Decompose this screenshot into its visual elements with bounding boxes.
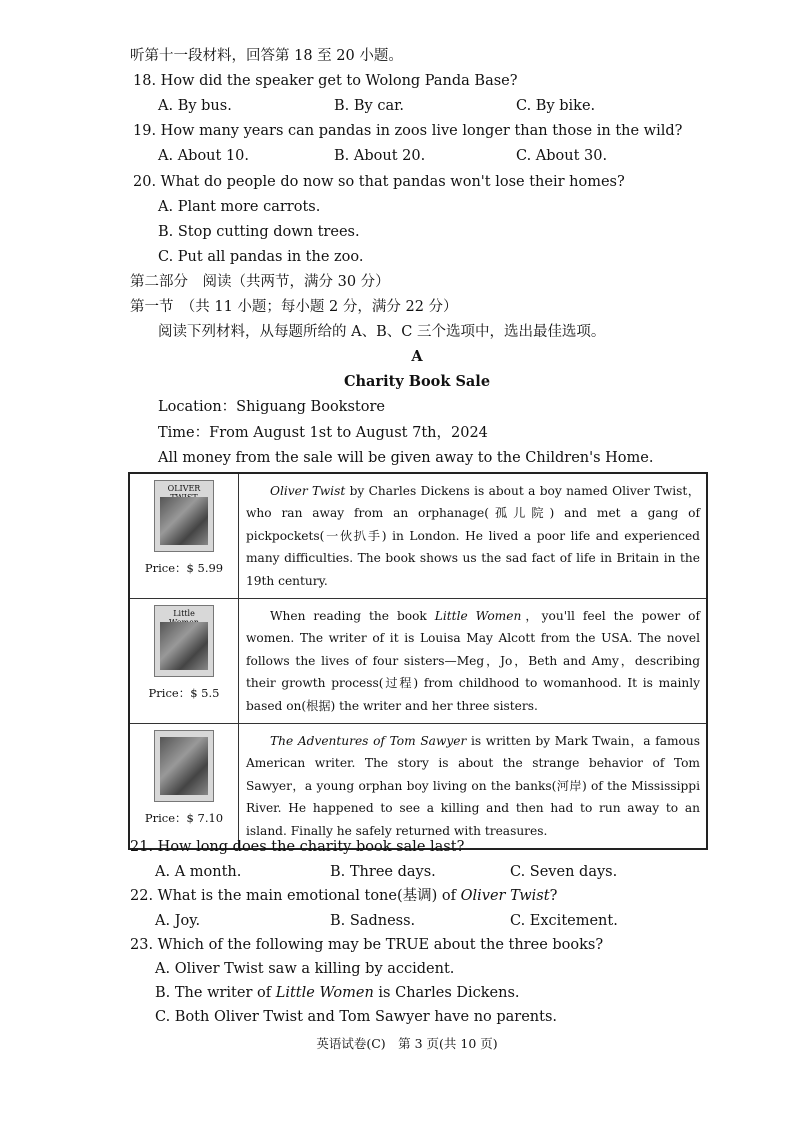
book-row-oliver-twist	[129, 473, 707, 599]
book-title: Little Women	[434, 609, 522, 624]
question-text: What do people do now so that pandas won't lose their homes?	[160, 174, 625, 190]
option-21a: A. A month.	[155, 864, 242, 880]
option-22c: C. Excitement.	[510, 913, 618, 929]
section-subtitle: 第一节 （共 11 小题；每小题 2 分，满分 22 分）	[130, 299, 458, 315]
question-number: 18.	[133, 73, 157, 89]
option-19a: A. About 10.	[158, 148, 250, 164]
option-21c: C. Seven days.	[510, 864, 618, 880]
question-text: How did the speaker get to Wolong Panda Base?	[160, 73, 518, 89]
option-18a: A. By bus.	[158, 98, 232, 114]
question-text: How many years can pandas in zoos live longer than those in the wild?	[160, 123, 683, 139]
option-19b: B. About 20.	[334, 148, 426, 164]
question-18	[133, 71, 518, 91]
question-20	[133, 172, 625, 192]
question-number: 22.	[130, 888, 154, 904]
cover-illustration	[160, 622, 208, 670]
sale-time: Time：From August 1st to August 7th，2024	[158, 425, 488, 441]
book-description: When reading the book Little Women，you'll feel the power of women. The writer of it is Louisa May Alcott from the USA. The novel follows the lives of four sisters—Meg，Jo，Beth and Amy，describing their growth process(过程) from childhood to womanhood. It is mainly based on(根据) the writer and her three sisters.	[239, 599, 708, 724]
book-price: Price：$ 7.10	[144, 811, 224, 826]
book-price: Price：$ 5.5	[148, 686, 220, 701]
part-title: 第二部分 阅读（共两节，满分 30 分）	[130, 274, 390, 290]
book-row-tom-sawyer	[129, 724, 707, 850]
book-cover-image	[154, 480, 214, 552]
question-number: 20.	[133, 174, 157, 190]
option-20b: B. Stop cutting down trees.	[158, 224, 360, 240]
question-number: 19.	[133, 123, 157, 139]
book-cover-image	[154, 605, 214, 677]
listening-instruction: 听第十一段材料，回答第 18 至 20 小题。	[130, 48, 403, 64]
book-title: The Adventures of Tom Sawyer	[270, 734, 467, 749]
cover-illustration	[160, 737, 208, 795]
question-23	[130, 935, 603, 955]
page-footer: 英语试卷(C) 第 3 页(共 10 页)	[316, 1036, 498, 1051]
option-18b: B. By car.	[334, 98, 405, 114]
sale-note: All money from the sale will be given away to the Children's Home.	[158, 450, 654, 466]
option-19c: C. About 30.	[516, 148, 608, 164]
book-description: The Adventures of Tom Sawyer is written by Mark Twain，a famous American writer. The story is about the strange behavior of Tom Sawyer，a young orphan boy living on the banks(河岸) of the Mississippi River. He happened to see a killing and then had to run away to an island. Finally he safely returned with treasures.	[239, 724, 708, 850]
book-table	[128, 472, 708, 850]
book-cover-cell	[129, 599, 239, 724]
option-21b: B. Three days.	[330, 864, 436, 880]
option-23b: B. The writer of Little Women is Charles Dickens.	[155, 985, 520, 1001]
question-text: How long does the charity book sale last?	[157, 839, 465, 855]
question-text: Which of the following may be TRUE about the three books?	[157, 937, 604, 953]
book-price: Price：$ 5.99	[144, 561, 224, 575]
book-title: Oliver Twist	[270, 484, 346, 498]
book-row-little-women	[129, 599, 707, 724]
book-cover-image	[154, 730, 214, 802]
question-21	[130, 837, 464, 857]
book-title: Little Women	[275, 985, 374, 1001]
cover-title: Little	[173, 609, 195, 619]
book-description: Oliver Twist by Charles Dickens is about a boy named Oliver Twist，who ran away from an orphanage(孤儿院) and met a gang of pickpockets(一伙扒手) in London. He lived a poor life and experienced many difficulties. The book shows us the sad fact of life in Britain in the 19th century.	[239, 473, 708, 599]
book-cover-cell	[129, 473, 239, 599]
question-19	[133, 121, 682, 141]
sale-title: Charity Book Sale	[343, 373, 491, 390]
option-20c: C. Put all pandas in the zoo.	[158, 249, 364, 265]
passage-letter: A	[411, 348, 423, 365]
sale-location: Location：Shiguang Bookstore	[158, 399, 385, 415]
book-cover-cell	[129, 724, 239, 850]
option-18c: C. By bike.	[516, 98, 596, 114]
option-20a: A. Plant more carrots.	[158, 199, 321, 215]
option-22a: A. Joy.	[155, 913, 201, 929]
question-number: 23.	[130, 937, 154, 953]
cover-illustration	[160, 497, 208, 545]
question-22: 22. What is the main emotional tone(基调) of Oliver Twist?	[130, 888, 558, 904]
section-instruction: 阅读下列材料，从每题所给的 A、B、C 三个选项中，选出最佳选项。	[158, 324, 606, 340]
option-23a: A. Oliver Twist saw a killing by accident.	[155, 961, 455, 977]
cover-title: OLIVER	[167, 484, 201, 493]
option-23c: C. Both Oliver Twist and Tom Sawyer have no parents.	[155, 1009, 558, 1025]
book-title: Oliver Twist	[460, 888, 550, 904]
option-22b: B. Sadness.	[330, 913, 416, 929]
question-number: 21.	[130, 839, 154, 855]
